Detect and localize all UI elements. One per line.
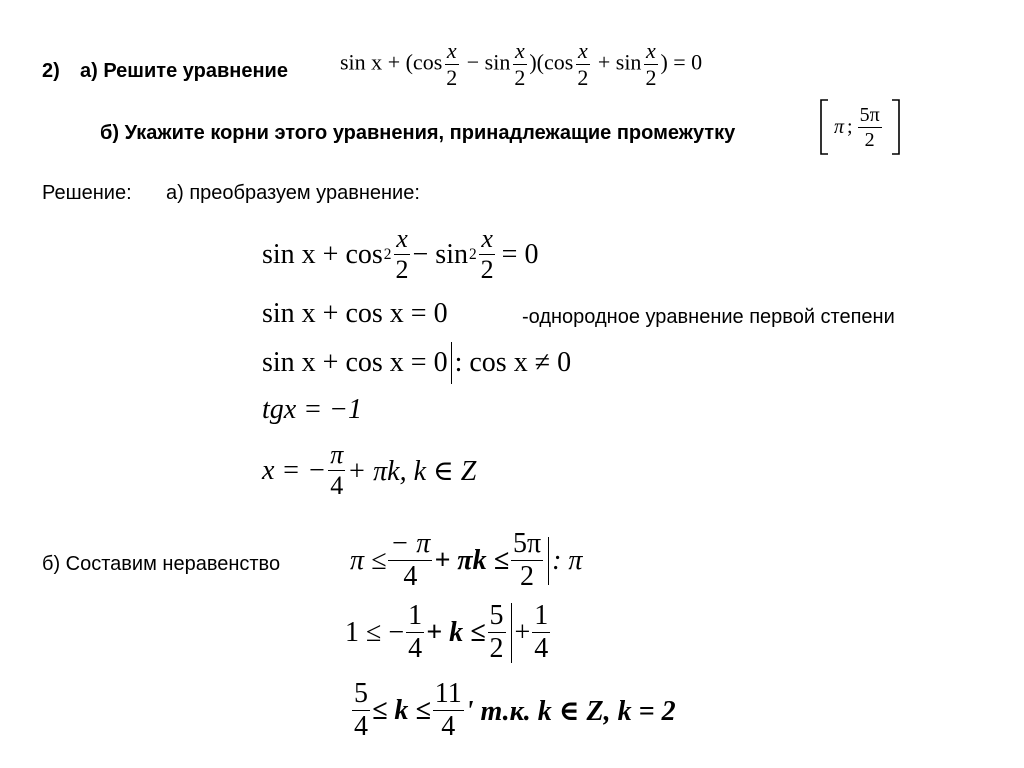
eq-close-open-cos: )(cos (529, 49, 574, 75)
solution-line-2: sin x + cos x = 0 (262, 298, 448, 329)
eq-frac-3-den: 2 (577, 65, 589, 90)
line1-end: = 0 (501, 238, 539, 270)
eq-plus: + (387, 49, 401, 75)
left-bracket-icon (818, 98, 830, 156)
task-part-a-label: а) Решите уравнение (80, 60, 288, 82)
ineq1-frac-2-den: 2 (520, 561, 534, 592)
line1-frac-2-den: 2 (480, 255, 494, 284)
ineq2-frac-3 (532, 602, 550, 663)
ineq1-frac-2 (511, 530, 543, 591)
ineq3-frac-2-num: 11 (434, 678, 462, 709)
inequality-3 (350, 680, 676, 741)
eq-close-eq-zero: ) = 0 (660, 49, 703, 75)
eq-sin-x: sin x (340, 49, 383, 75)
line5-end: + πk, k ∈ Z (347, 455, 477, 487)
ineq3-tail: ' т.к. k ∈ Z, k = 2 (465, 695, 676, 727)
line3-divider (451, 342, 452, 384)
right-bracket-icon (890, 98, 902, 156)
solution-line-3 (262, 342, 571, 384)
interval-num: 5π (859, 103, 880, 126)
eq-frac-1-num: x (446, 38, 457, 63)
ineq1-divider (548, 537, 549, 585)
ineq1-lhs: π ≤ (350, 544, 387, 576)
eq-frac-1 (444, 40, 459, 89)
solution-part-a-text: а) преобразуем уравнение: (166, 182, 420, 204)
eq-plus-sin: + sin (597, 49, 642, 75)
line3-expr: sin x + cos x = 0 (262, 347, 448, 378)
line1-exp-1: 2 (383, 245, 392, 263)
solution-label: Решение: (42, 182, 132, 204)
ineq2-mid: + k ≤ (426, 616, 486, 648)
task-interval (818, 98, 902, 156)
line3-cond: : cos x ≠ 0 (454, 347, 572, 378)
line5-frac-den: 4 (330, 471, 344, 500)
eq-frac-1-den: 2 (446, 65, 458, 90)
ineq2-add: + (514, 616, 531, 648)
task-equation (340, 40, 702, 89)
interval-pi: π (834, 115, 845, 138)
ineq1-frac-1 (388, 530, 432, 591)
eq-open-cos: (cos (405, 49, 443, 75)
ineq2-frac-2-num: 5 (489, 600, 504, 631)
ineq3-frac-1-num: 5 (354, 678, 368, 709)
line1-frac-2 (479, 226, 496, 283)
ineq1-div: : π (552, 544, 583, 576)
ineq2-lhs: 1 ≤ − (345, 616, 405, 648)
ineq3-frac-2-den: 4 (441, 711, 456, 742)
task-number: 2) (42, 60, 60, 82)
task-part-b-label: б) Укажите корни этого уравнения, принадлежащие промежутку (100, 122, 736, 144)
ineq2-frac-3-num: 1 (534, 600, 549, 631)
eq-frac-4-den: 2 (645, 65, 657, 90)
ineq2-frac-2-den: 2 (489, 633, 504, 664)
ineq2-frac-3-den: 4 (534, 633, 549, 664)
ineq2-frac-1 (406, 602, 424, 663)
interval-sep: ; (847, 115, 853, 138)
line5-start: x = − (262, 454, 327, 486)
line1-frac-1 (394, 226, 411, 283)
solution-line-2-comment: -однородное уравнение первой степени (522, 306, 895, 328)
ineq2-divider (511, 603, 512, 663)
ineq3-frac-1-den: 4 (354, 711, 368, 742)
eq-frac-3 (575, 40, 590, 89)
line1-start: sin x + cos (262, 238, 383, 270)
line1-frac-2-num: x (481, 224, 493, 253)
line1-exp-2: 2 (468, 245, 477, 263)
eq-frac-4-num: x (646, 38, 656, 63)
inequality-2 (345, 602, 552, 663)
line1-mid: − sin (412, 238, 468, 270)
ineq2-frac-2 (488, 602, 506, 663)
eq-minus-sin: − sin (466, 49, 511, 75)
ineq2-frac-1-den: 4 (408, 633, 423, 664)
part-b-label: б) Составим неравенство (42, 553, 281, 575)
ineq2-frac-1-num: 1 (408, 600, 423, 631)
ineq1-frac-2-num: 5π (512, 528, 542, 559)
eq-frac-2-num: x (514, 38, 525, 63)
eq-frac-2 (512, 40, 527, 89)
solution-line-1 (262, 226, 538, 283)
ineq3-mid: ≤ k ≤ (372, 694, 431, 726)
solution-line-5 (262, 442, 476, 499)
solution-line-4: tgx = −1 (262, 394, 362, 425)
ineq3-frac-2 (433, 680, 464, 741)
ineq1-frac-1-num: − π (390, 528, 431, 559)
inequality-1 (350, 530, 582, 591)
ineq1-mid: + πk ≤ (434, 544, 509, 576)
eq-frac-4 (643, 40, 658, 89)
line1-frac-1-num: x (396, 224, 408, 253)
ineq3-frac-1 (352, 680, 370, 741)
ineq1-frac-1-den: 4 (403, 561, 418, 592)
line1-frac-1-den: 2 (395, 255, 409, 284)
line5-frac (328, 442, 345, 499)
eq-frac-2-den: 2 (514, 65, 526, 90)
line5-frac-num: π (330, 440, 344, 469)
eq-frac-3-num: x (577, 38, 588, 63)
interval-frac (858, 105, 882, 150)
interval-den: 2 (864, 128, 875, 151)
